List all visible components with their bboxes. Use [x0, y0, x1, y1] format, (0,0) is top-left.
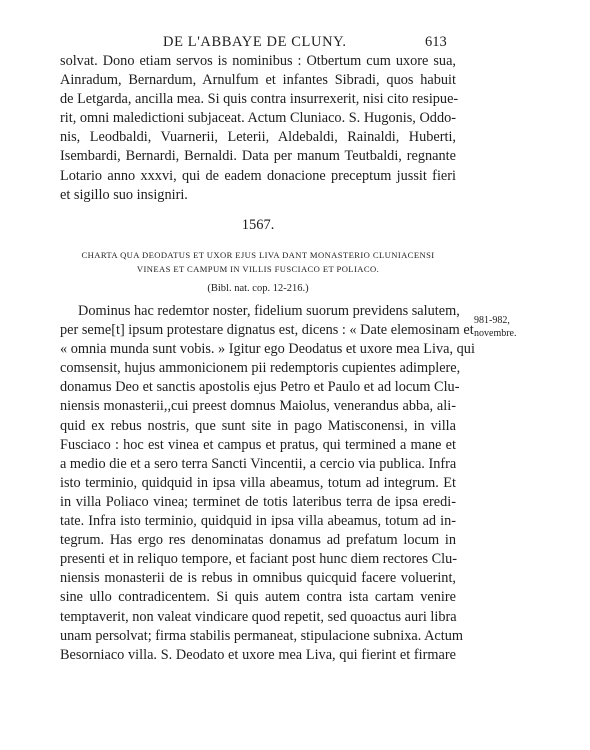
text-line: tate. Infra isto terminio, quidquid in ipsa villa abeamus, totum ad in- — [60, 513, 456, 530]
text-line: per seme[t] ipsum protestare dignatus est, dicens : « Date elemosinam et — [60, 322, 474, 339]
text-line: donamus Deo et sanctis apostolis ejus Petro et Paulo et ad locum Clu- — [60, 379, 460, 396]
charter-title — [60, 248, 456, 276]
margin-date-note — [474, 314, 517, 340]
charter-title-line: CHARTA QUA DEODATUS ET UXOR EJUS LIVA DANT MONASTERIO CLUNIACENSI — [81, 250, 435, 260]
text-line: niensis monasterii,,cui preest domnus Maiolus, venerandus abba, ali- — [60, 398, 456, 415]
text-line: sine ullo contradicentem. Si quis autem contra ista cartam venire — [60, 589, 456, 606]
text-line: niensis monasterii de is rebus in omnibus quicquid facere voluerint, — [60, 570, 456, 587]
text-line: rit, omni maledictioni subjaceat. Actum Cluniaco. S. Hugonis, Oddo- — [60, 110, 456, 127]
text-line: Isembardi, Bernardi, Bernaldi. Data per manum Teutbaldi, regnante — [60, 148, 456, 165]
charter-number: 1567. — [241, 217, 275, 233]
text-line: in villa Poliaco vinea; terminet de totis lateribus terra de ipsa eredi- — [60, 493, 456, 510]
text-line: Fusciaco : hoc est vinea et campus et pratus, qui termined a mane et — [60, 436, 456, 453]
text-line: nis, Leodbaldi, Vuarnerii, Leterii, Aldebaldi, Rainaldi, Huberti, — [60, 129, 456, 146]
text-line: « omnia munda sunt vobis. » Igitur ego Deodatus et uxore mea Liva, qui — [60, 341, 475, 358]
text-line: Lotario anno xxxvi, qui de eadem donacione preceptum jussit fieri — [60, 167, 456, 184]
page-number: 613 — [425, 34, 447, 50]
text-line: comsensit, hujus ammonicionem pii redemptoris cupientes adimplere, — [60, 360, 461, 377]
text-line: isto terminio, quidquid in ipsa villa abeamus, totum ad integrum. Et — [60, 474, 456, 491]
text-line: unam persolvat; firma stabilis permaneat, stipulacione subnixa. Actum — [60, 627, 463, 644]
margin-date-line: 981-982, — [474, 315, 510, 326]
text-line: a medio die et a sero terra Sancti Vincentii, a cercio via publica. Infra — [60, 455, 457, 472]
text-line: de Letgarda, ancilla mea. Si quis contra insurrexerit, nisi cito resipue- — [60, 91, 459, 108]
text-line: solvat. Dono etiam servos is nominibus : Otbertum cum uxore sua, — [60, 53, 456, 69]
charter-title-line: VINEAS ET CAMPUM IN VILLIS FUSCIACO ET POLIACO. — [136, 264, 380, 274]
text-line: Ainradum, Bernardum, Arnulfum et infantes Sibradi, quos habuit — [60, 72, 456, 89]
text-line: Besorniaco villa. S. Deodato et uxore mea Liva, qui fierint et firmare — [60, 646, 456, 663]
charter-source: (Bibl. nat. cop. 12-216.) — [207, 283, 309, 294]
text-line: presenti et in reliquo tempore, et faciant post hunc diem rectores Clu- — [60, 551, 458, 568]
text-line: quid ex rebus nostris, que sunt site in pago Matisconensi, in villa — [60, 417, 456, 434]
text-line: temptaverit, non valeat vindicare quod repetit, sed quoactus auri libra — [60, 608, 457, 625]
text-line: et sigillo suo insigniri. — [60, 186, 188, 203]
running-title: DE L'ABBAYE DE CLUNY. — [163, 34, 347, 50]
text-line: Dominus hac redemtor noster, fidelium suorum previdens salutem, — [78, 303, 460, 319]
charter-text — [60, 302, 475, 665]
previous-charter-text — [60, 52, 459, 205]
margin-date-line: novembre. — [474, 328, 517, 339]
text-line: tegrum. Has ergo res denominatas donamus ad prefatum locum in — [60, 532, 456, 549]
